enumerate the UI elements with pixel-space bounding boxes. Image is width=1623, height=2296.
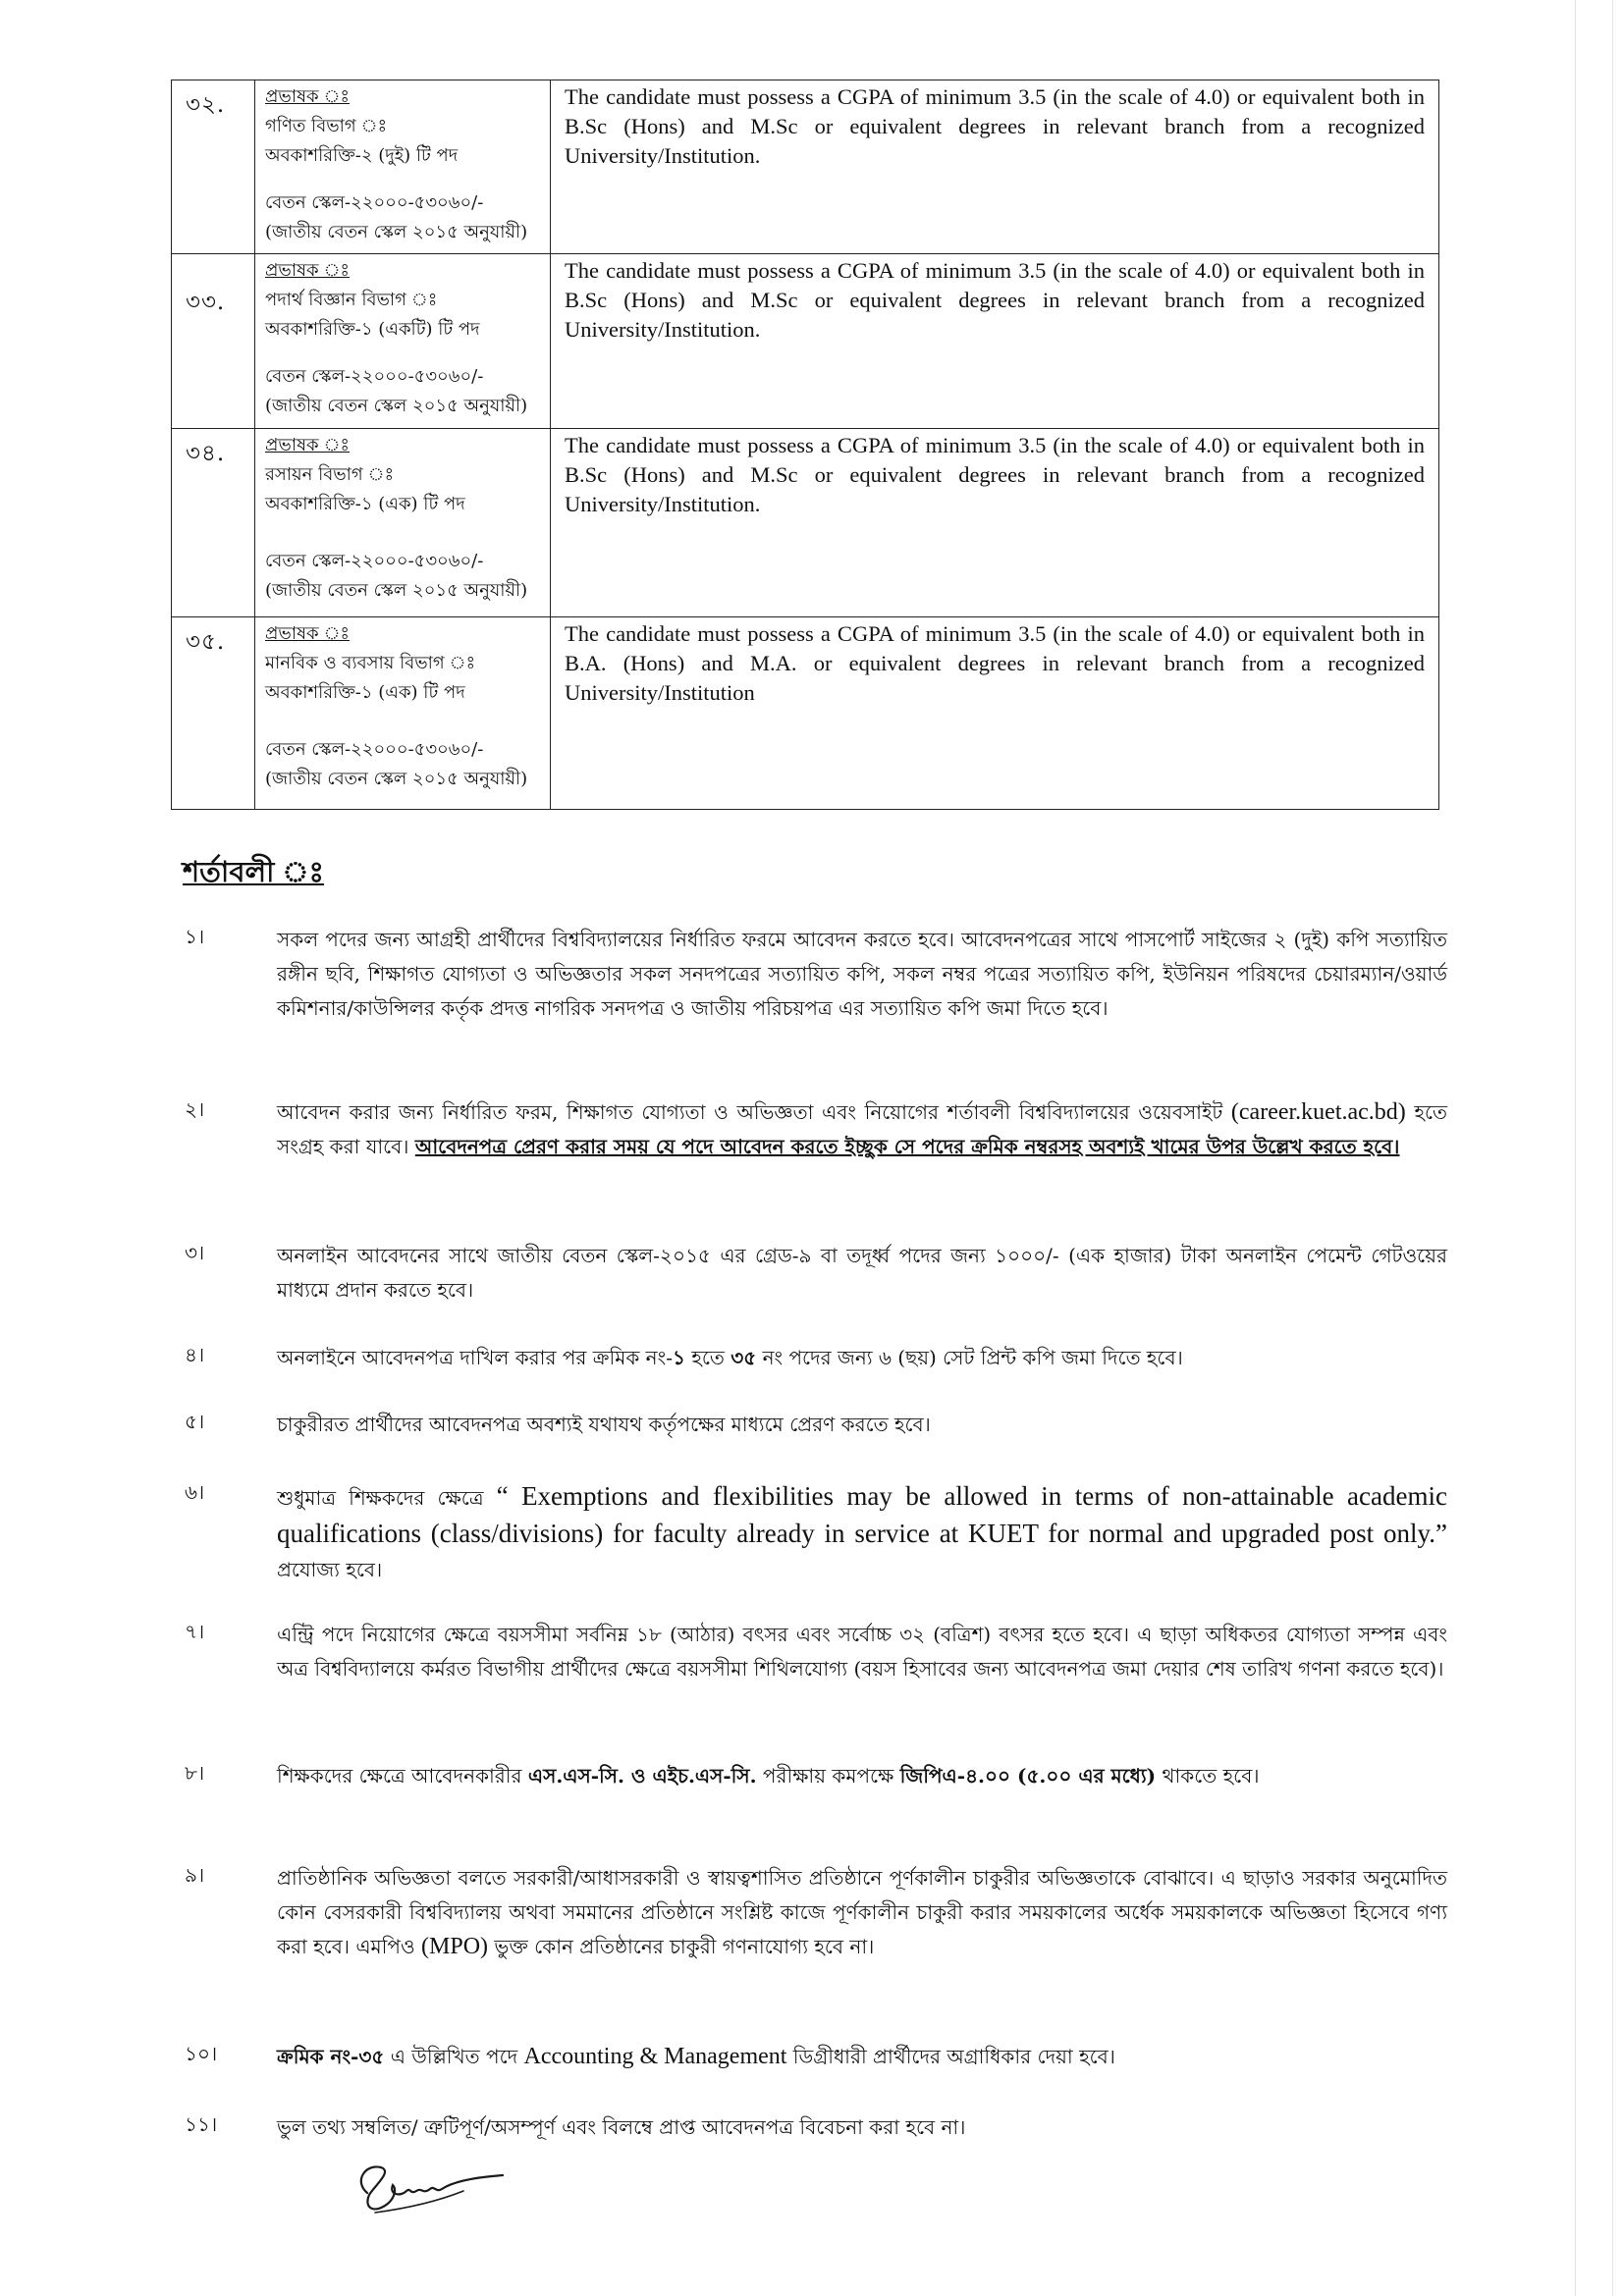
table-row — [172, 254, 1439, 429]
post-details — [255, 80, 550, 253]
condition-number: ৫। — [185, 1410, 205, 1433]
emphasized-note: আবেদনপত্র প্রেরণ করার সময় যে পদে আবেদন করতে ইচ্ছুক সে পদের ক্রমিক নম্বরসহ অবশ্যই খামের উপর উল্লেখ করতে হবে। — [414, 1135, 1400, 1158]
post-pay-scale: বেতন স্কেল-২২০০০-৫৩০৬০/- — [265, 366, 484, 387]
condition-text: অনলাইন আবেদনের সাথে জাতীয় বেতন স্কেল-২০১৫ এর গ্রেড-৯ বা তদূর্ধ্ব পদের জন্য ১০০০/- (এক হাজার) টাকা অনলাইন পেমেন্ট গেটওয়ের মাধ্যমে প্রদান করতে হবে। — [277, 1244, 1447, 1302]
post-vacancy: অবকাশরিক্তি-২ (দুই) টি পদ — [265, 145, 459, 166]
post-department: মানবিক ও ব্যবসায় বিভাগ ঃ — [265, 653, 476, 673]
condition-number: ৪। — [185, 1343, 205, 1366]
condition-number: ১১। — [185, 2112, 218, 2136]
condition-number: ৭। — [185, 1620, 205, 1643]
condition-text: শুধুমাত্র শিক্ষকদের ক্ষেত্রে “ Exemptions and flexibilities may be allowed in terms of non-attainable academic qualifications (class/divisions) for faculty already in service at KUET for normal and upgraded post only.” প্রযোজ্য হবে। — [277, 1481, 1447, 1581]
qualification-text: The candidate must possess a CGPA of minimum 3.5 (in the scale of 4.0) or equivalent both in B.Sc (Hons) and M.Sc or equivalent degrees in relevant branch from a recognized University/Institution. — [565, 433, 1425, 516]
condition-text: ক্রমিক নং-৩৫ এ উল্লিখিত পদে Accounting & Management ডিগ্রীধারী প্রার্থীদের অগ্রাধিকার দেয়া হবে। — [277, 2044, 1115, 2069]
serial-number: ৩২. — [186, 92, 226, 118]
condition-text: চাকুরীরত প্রার্থীদের আবেদনপত্র অবশ্যই যথাযথ কর্তৃপক্ষের মাধ্যমে প্রেরণ করতে হবে। — [277, 1413, 931, 1436]
scan-edge-line — [1575, 0, 1576, 2296]
post-pay-note: (জাতীয় বেতন স্কেল ২০১৫ অনুযায়ী) — [265, 580, 528, 601]
condition-number: ২। — [185, 1097, 205, 1121]
post-details — [255, 429, 550, 612]
website-url: (career.kuet.ac.bd) — [1230, 1099, 1406, 1125]
post-pay-note: (জাতীয় বেতন স্কেল ২০১৫ অনুযায়ী) — [265, 396, 528, 416]
serial-number: ৩৪. — [186, 441, 226, 466]
post-details — [255, 254, 550, 427]
serial-number: ৩৫. — [186, 629, 226, 655]
post-department: রসায়ন বিভাগ ঃ — [265, 464, 395, 485]
conditions-heading: শর্তাবলী ঃ — [183, 855, 325, 888]
post-vacancy: অবকাশরিক্তি-১ (এক) টি পদ — [265, 682, 465, 703]
post-vacancy: অবকাশরিক্তি-১ (এক) টি পদ — [265, 494, 465, 514]
post-pay-note: (জাতীয় বেতন স্কেল ২০১৫ অনুযায়ী) — [265, 769, 528, 789]
post-pay-scale: বেতন স্কেল-২২০০০-৫৩০৬০/- — [265, 739, 484, 760]
condition-number: ১০। — [185, 2042, 218, 2065]
post-department: পদার্থ বিজ্ঞান বিভাগ ঃ — [265, 290, 438, 310]
table-row — [172, 429, 1439, 617]
condition-text: এন্ট্রি পদে নিয়োগের ক্ষেত্রে বয়সসীমা সর্বনিম্ন ১৮ (আঠার) বৎসর এবং সর্বোচ্চ ৩২ (বত্রিশ) বৎসর হতে হবে। এ ছাড়া অধিকতর যোগ্যতা সম্পন্ন এবং অত্র বিশ্ববিদ্যালয়ে কর্মরত বিভাগীয় প্রার্থীদের ক্ষেত্রে বয়সসীমা শিথিলযোগ্য (বয়স হিসাবের জন্য আবেদনপত্র জমা দেয়ার শেষ তারিখ গণনা করতে হবে)। — [277, 1623, 1447, 1681]
qualification-text: The candidate must possess a CGPA of minimum 3.5 (in the scale of 4.0) or equivalent both in B.Sc (Hons) and M.Sc or equivalent degrees in relevant branch from a recognized University/Institution. — [565, 258, 1425, 342]
post-title: প্রভাষক ঃ — [265, 623, 351, 644]
posts-table — [171, 80, 1439, 810]
qualification-text: The candidate must possess a CGPA of minimum 3.5 (in the scale of 4.0) or equivalent both in B.Sc (Hons) and M.Sc or equivalent degrees in relevant branch from a recognized University/Institution. — [565, 84, 1425, 168]
condition-text: ভুল তথ্য সম্বলিত/ ত্রুটিপূর্ণ/অসম্পূর্ণ এবং বিলম্বে প্রাপ্ত আবেদনপত্র বিবেচনা করা হবে না। — [277, 2115, 966, 2139]
post-details — [255, 617, 550, 800]
post-title: প্রভাষক ঃ — [265, 86, 351, 107]
post-pay-note: (জাতীয় বেতন স্কেল ২০১৫ অনুযায়ী) — [265, 222, 528, 242]
condition-text: অনলাইনে আবেদনপত্র দাখিল করার পর ক্রমিক নং-১ হতে ৩৫ নং পদের জন্য ৬ (ছয়) সেট প্রিন্ট কপি জমা দিতে হবে। — [277, 1346, 1183, 1369]
condition-number: ৬। — [185, 1480, 205, 1504]
post-vacancy: অবকাশরিক্তি-১ (একটি) টি পদ — [265, 319, 480, 340]
condition-number: ১। — [185, 925, 205, 948]
condition-number: ৯। — [185, 1863, 205, 1887]
condition-number: ৮। — [185, 1761, 205, 1785]
condition-text: প্রাতিষ্ঠানিক অভিজ্ঞতা বলতে সরকারী/আধাসরকারী ও স্বায়ত্বশাসিত প্রতিষ্ঠানে পূর্ণকালীন চাকুরীর অভিজ্ঞতাকে বোঝাবে। এ ছাড়াও সরকার অনুমোদিত কোন বেসরকারী বিশ্ববিদ্যালয় অথবা সমমানের প্রতিষ্ঠানে সংশ্লিষ্ট কাজে পূর্ণকালীন চাকুরী করার সময়কালের অর্ধেক সময়কালকে অভিজ্ঞতা হিসেবে গণ্য করা হবে। এমপিও (MPO) ভুক্ত কোন প্রতিষ্ঠানের চাকুরী গণনাযোগ্য হবে না। — [277, 1866, 1447, 1959]
post-title: প্রভাষক ঃ — [265, 260, 351, 281]
post-pay-scale: বেতন স্কেল-২২০০০-৫৩০৬০/- — [265, 192, 484, 213]
condition-text: শিক্ষকদের ক্ষেত্রে আবেদনকারীর এস.এস-সি. ও এইচ.এস-সি. পরীক্ষায় কমপক্ষে জিপিএ-৪.০০ (৫.০০ এর মধ্যে) থাকতে হবে। — [277, 1764, 1260, 1788]
condition-text: আবেদন করার জন্য নির্ধারিত ফরম, শিক্ষাগত যোগ্যতা ও অভিজ্ঞতা এবং নিয়োগের শর্তাবলী বিশ্ববিদ্যালয়ের ওয়েবসাইট (career.kuet.ac.bd) হতে সংগ্রহ করা যাবে। আবেদনপত্র প্রেরণ করার সময় যে পদে আবেদন করতে ইচ্ছুক সে পদের ক্রমিক নম্বরসহ অবশ্যই খামের উপর উল্লেখ করতে হবে। — [277, 1099, 1447, 1158]
qualification-text: The candidate must possess a CGPA of minimum 3.5 (in the scale of 4.0) or equivalent both in B.A. (Hons) and M.A. or equivalent degrees in relevant branch from a recognized University/Institution — [565, 621, 1425, 705]
table-row — [172, 617, 1439, 810]
exemption-quote: “ Exemptions and flexibilities may be allowed in terms of non-attainable academic qualifications (class/divisions) for faculty already in service at KUET for normal and upgraded post only.” — [277, 1481, 1447, 1548]
post-department: গণিত বিভাগ ঃ — [265, 116, 388, 136]
signature — [346, 2152, 513, 2222]
condition-text: সকল পদের জন্য আগ্রহী প্রার্থীদের বিশ্ববিদ্যালয়ের নির্ধারিত ফরমে আবেদন করতে হবে। আবেদনপত্রের সাথে পাসপোর্ট সাইজের ২ (দুই) কপি সত্যায়িত রঙ্গীন ছবি, শিক্ষাগত যোগ্যতা ও অভিজ্ঞতার সকল সনদপত্রের সত্যায়িত কপি, সকল নম্বর পত্রের সত্যায়িত কপি, ইউনিয়ন পরিষদের চেয়ারম্যান/ওয়ার্ড কমিশনার/কাউন্সিলর কর্তৃক প্রদত্ত নাগরিক সনদপত্র ও জাতীয় পরিচয়পত্র এর সত্যায়িত কপি জমা দিতে হবে। — [277, 928, 1447, 1020]
serial-number: ৩৩. — [186, 290, 226, 315]
table-row — [172, 80, 1439, 254]
post-pay-scale: বেতন স্কেল-২২০০০-৫৩০৬০/- — [265, 551, 484, 571]
scan-edge-line — [1612, 0, 1613, 2296]
post-title: প্রভাষক ঃ — [265, 435, 351, 455]
condition-number: ৩। — [185, 1241, 205, 1264]
